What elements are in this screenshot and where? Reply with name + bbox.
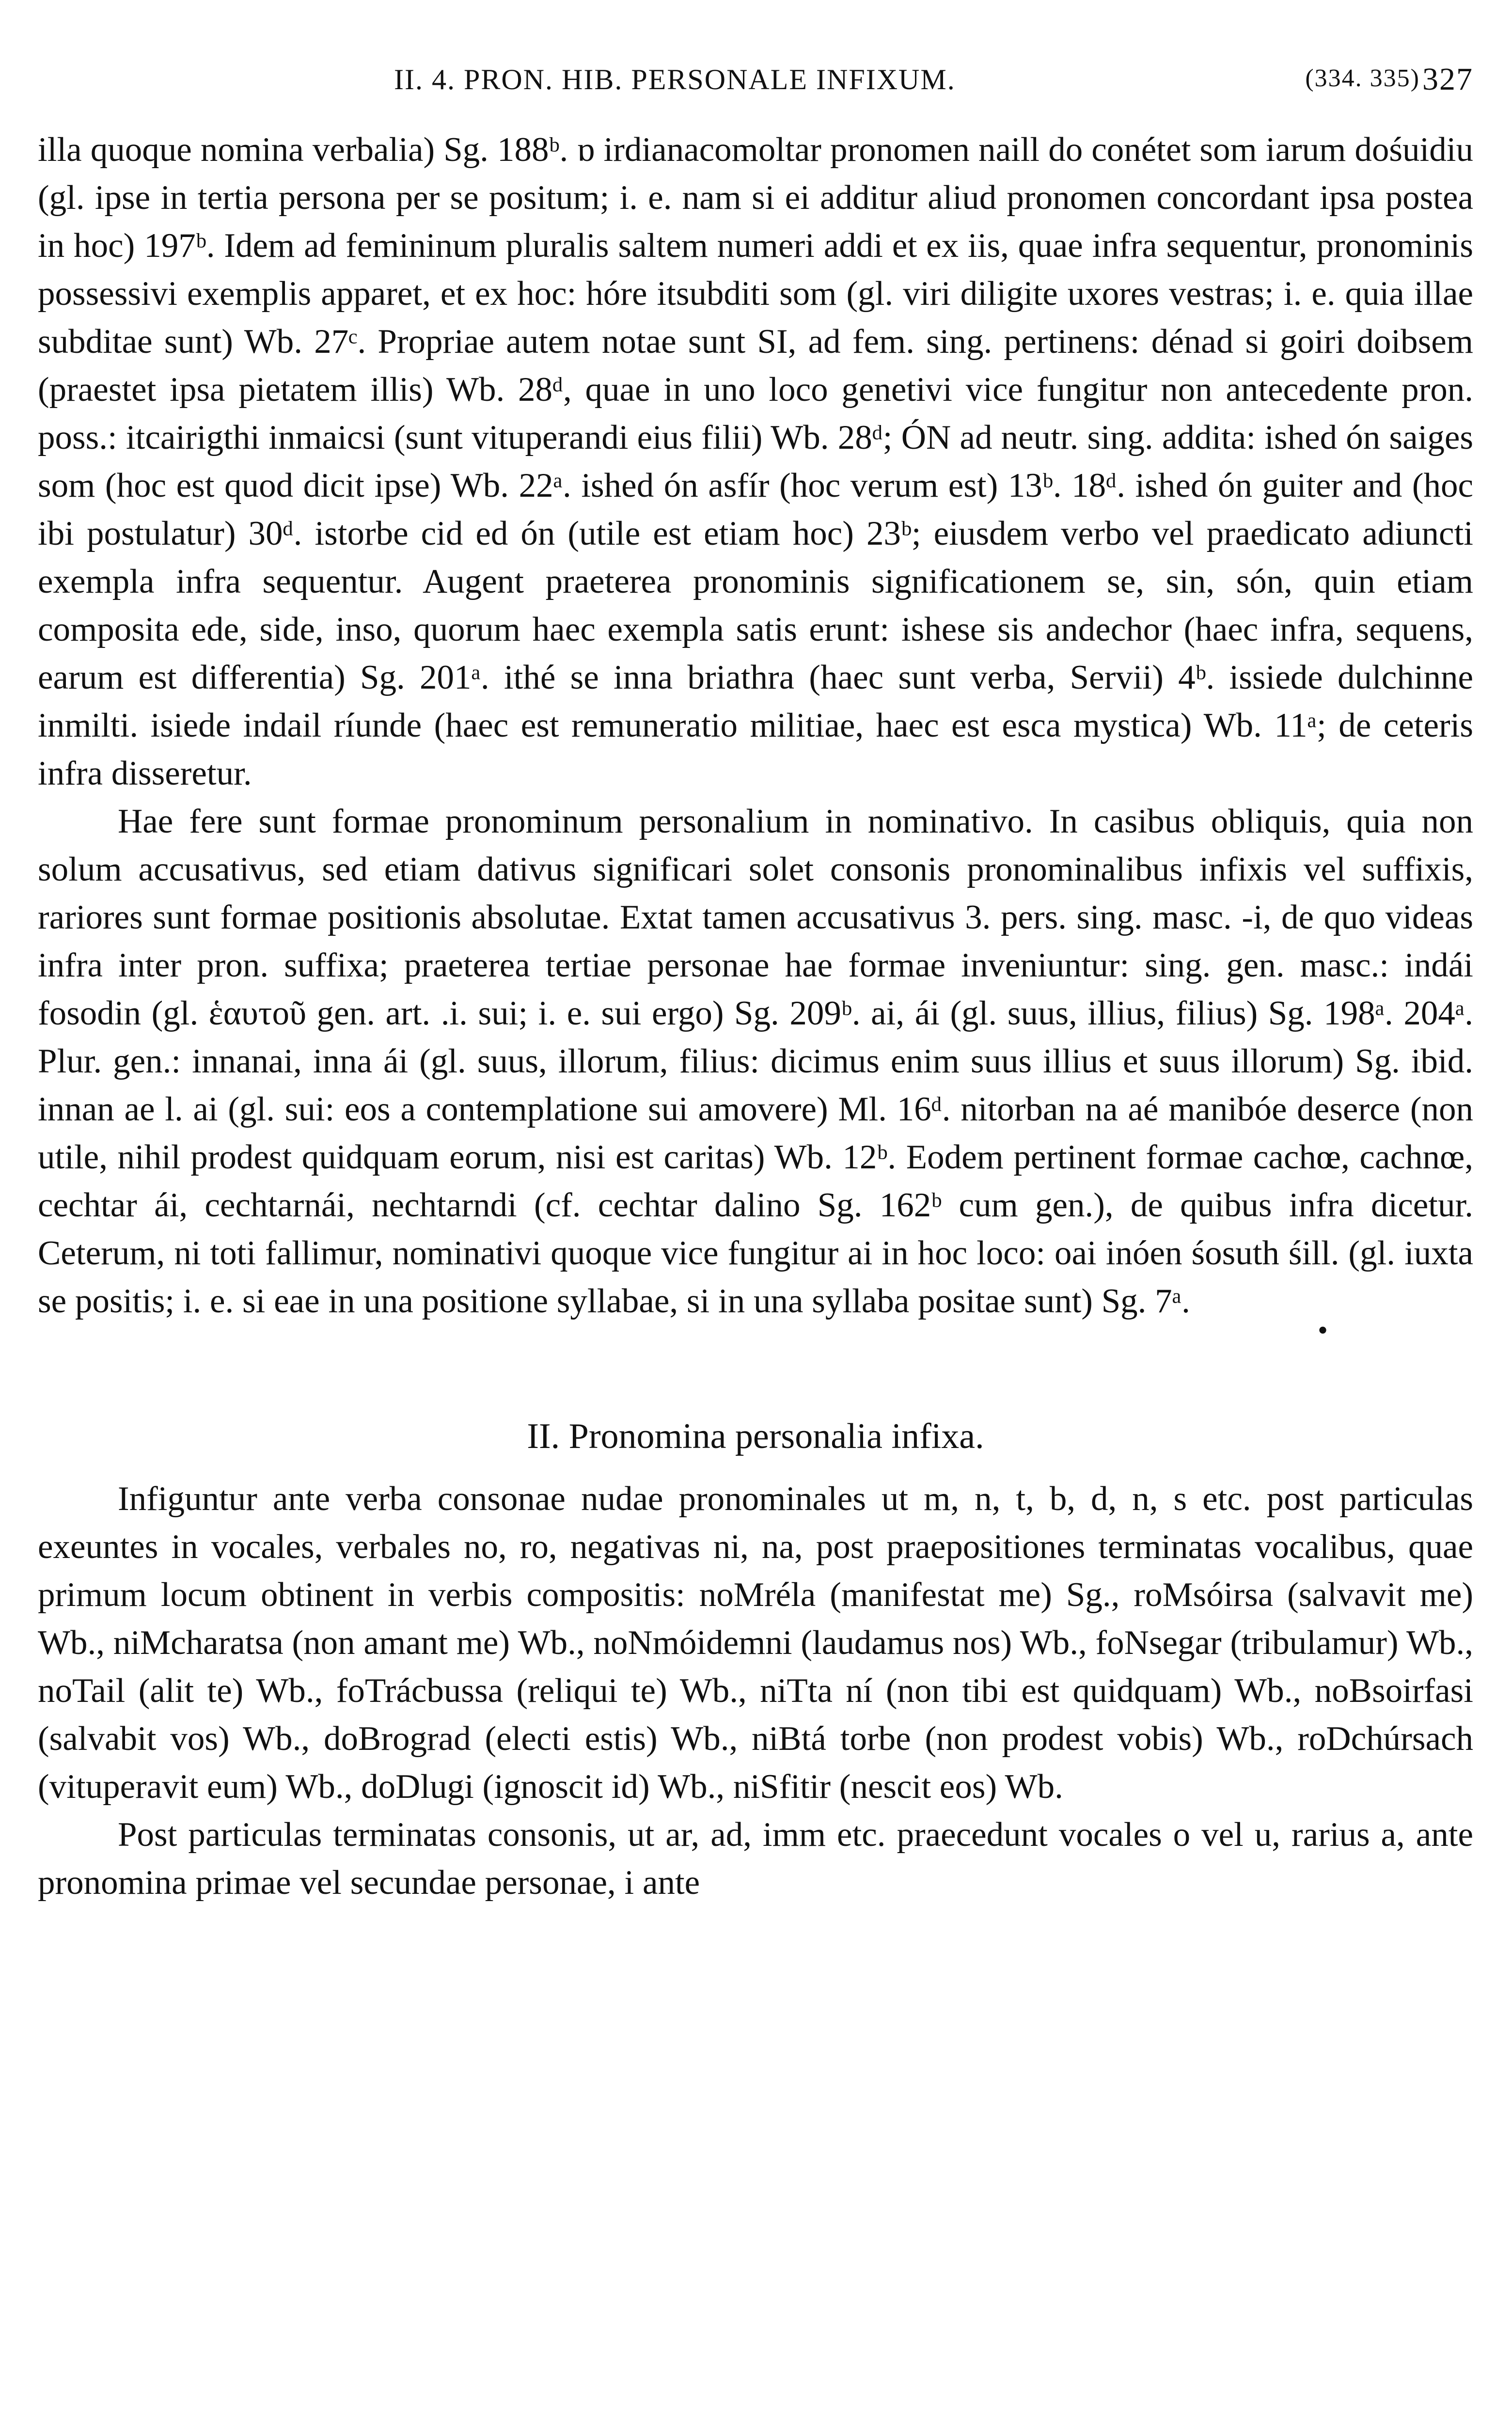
running-head-sections: (334. 335) bbox=[1305, 64, 1420, 92]
paragraph-post-particulas: Post particulas terminatas consonis, ut ar, ad, imm etc. praecedunt vocales o vel u, rarius a, ante pronomina primae vel secundae personae, i ante bbox=[38, 1816, 1473, 1902]
page-number: 327 bbox=[1422, 62, 1473, 97]
page bbox=[38, 34, 1473, 1907]
paragraph-infiguntur: Infiguntur ante verba consonae nudae pronominales ut m, n, t, b, d, n, s etc. post particulas exeuntes in vocales, verbales no, ro, negativas ni, na, post praepositiones terminatas vocalibus, quae primum locum obtinent in verbis compositis: noMréla (manifestat me) Sg., roMsóirsa (salvavit me) Wb., niMcharatsa (non amant me) Wb., noNmóidemni (laudamus nos) Wb., foNsegar (tribulamur) Wb., noTail (alit te) Wb., foTrácbussa (reliqui te) Wb., niTta ní (non tibi est quidquam) Wb., noBsoirfasi (salvabit vos) Wb., doBrograd (electi estis) Wb., niBtá torbe (non prodest vobis) Wb., roDchúrsach (vituperavit eum) Wb., doDlugi (ignoscit id) Wb., niSfitir (nescit eos) Wb. bbox=[38, 1480, 1473, 1806]
section-heading: II. Pronomina personalia infixa. bbox=[527, 1416, 984, 1456]
paragraph-continued: illa quoque nomina verbalia) Sg. 188ᵇ. ɒ irdianacomoltar pronomen naill do conétet som iarum dośuidiu (gl. ipse in tertia persona per se positum; i. e. nam si ei additur aliud pronomen concordant ipsa postea in hoc) 197ᵇ. Idem ad femininum pluralis saltem numeri addi et ex iis, quae infra sequentur, pronominis possessivi exemplis apparet, et ex hoc: hóre itsubditi som (gl. viri diligite uxores vestras; i. e. quia illae subditae sunt) Wb. 27ᶜ. Propriae autem notae sunt SI, ad fem. sing. pertinens: dénad si goiri doibsem (praestet ipsa pietatem illis) Wb. 28ᵈ, quae in uno loco genetivi vice fungitur non antecedente pron. poss.: itcairigthi inmaicsi (sunt vituperandi eius filii) Wb. 28ᵈ; ÓN ad neutr. sing. addita: ished ón saiges som (hoc est quod dicit ipse) Wb. 22ᵃ. ished ón asfír (hoc verum est) 13ᵇ. 18ᵈ. ished ón guiter and (hoc ibi postulatur) 30ᵈ. istorbe cid ed ón (utile est etiam hoc) 23ᵇ; eiusdem verbo vel praedicato adiuncti exempla infra sequentur. Augent praeterea pronominis significationem se, sin, són, quin etiam composita ede, side, inso, quorum haec exempla satis erunt: ishese sis andechor (haec infra, sequens, earum est differentia) Sg. 201ᵃ. ithé se inna briathra (haec sunt verba, Servii) 4ᵇ. issiede dulchinne inmilti. isiede indail ríunde (haec est remuneratio militiae, haec est esca mystica) Wb. 11ᵃ; de ceteris infra disseretur. bbox=[38, 131, 1473, 792]
running-head bbox=[38, 34, 1473, 126]
body-text bbox=[38, 126, 1473, 1907]
stray-dot-mark: • bbox=[1317, 1314, 1328, 1346]
paragraph-obliquis: Hae fere sunt formae pronominum personalium in nominativo. In casibus obliquis, quia non solum accusativus, sed etiam dativus significari solet consonis pronominalibus infixis vel suffixis, rariores sunt formae positionis absolutae. Extat tamen accusativus 3. pers. sing. masc. -i, de quo videas infra inter pron. suffixa; praeterea tertiae personae hae formae inveniuntur: sing. gen. masc.: indái fosodin (gl. ἑαυτοῦ gen. art. .i. sui; i. e. sui ergo) Sg. 209ᵇ. ai, ái (gl. suus, illius, filius) Sg. 198ᵃ. 204ᵃ. Plur. gen.: innanai, inna ái (gl. suus, illorum, filius: dicimus enim suus illius et suus illorum) Sg. ibid. innan ae l. ai (gl. sui: eos a contemplatione sui amovere) Ml. 16ᵈ. nitorban na aé manibóe deserce (non utile, nihil prodest quidquam eorum, nisi est caritas) Wb. 12ᵇ. Eodem pertinent formae cachœ, cachnœ, cechtar ái, cechtarnái, nechtarndi (cf. cechtar dalino Sg. 162ᵇ cum gen.), de quibus infra dicetur. Ceterum, ni toti fallimur, nominativi quoque vice fungitur ai in hoc loco: oai inóen śosuth śill. (gl. iuxta se positis; i. e. si eae in una positione syllabae, si in una syllaba positae sunt) Sg. 7ᵃ. bbox=[38, 802, 1473, 1320]
running-head-title: II. 4. PRON. HIB. PERSONALE INFIXUM. bbox=[394, 63, 956, 95]
